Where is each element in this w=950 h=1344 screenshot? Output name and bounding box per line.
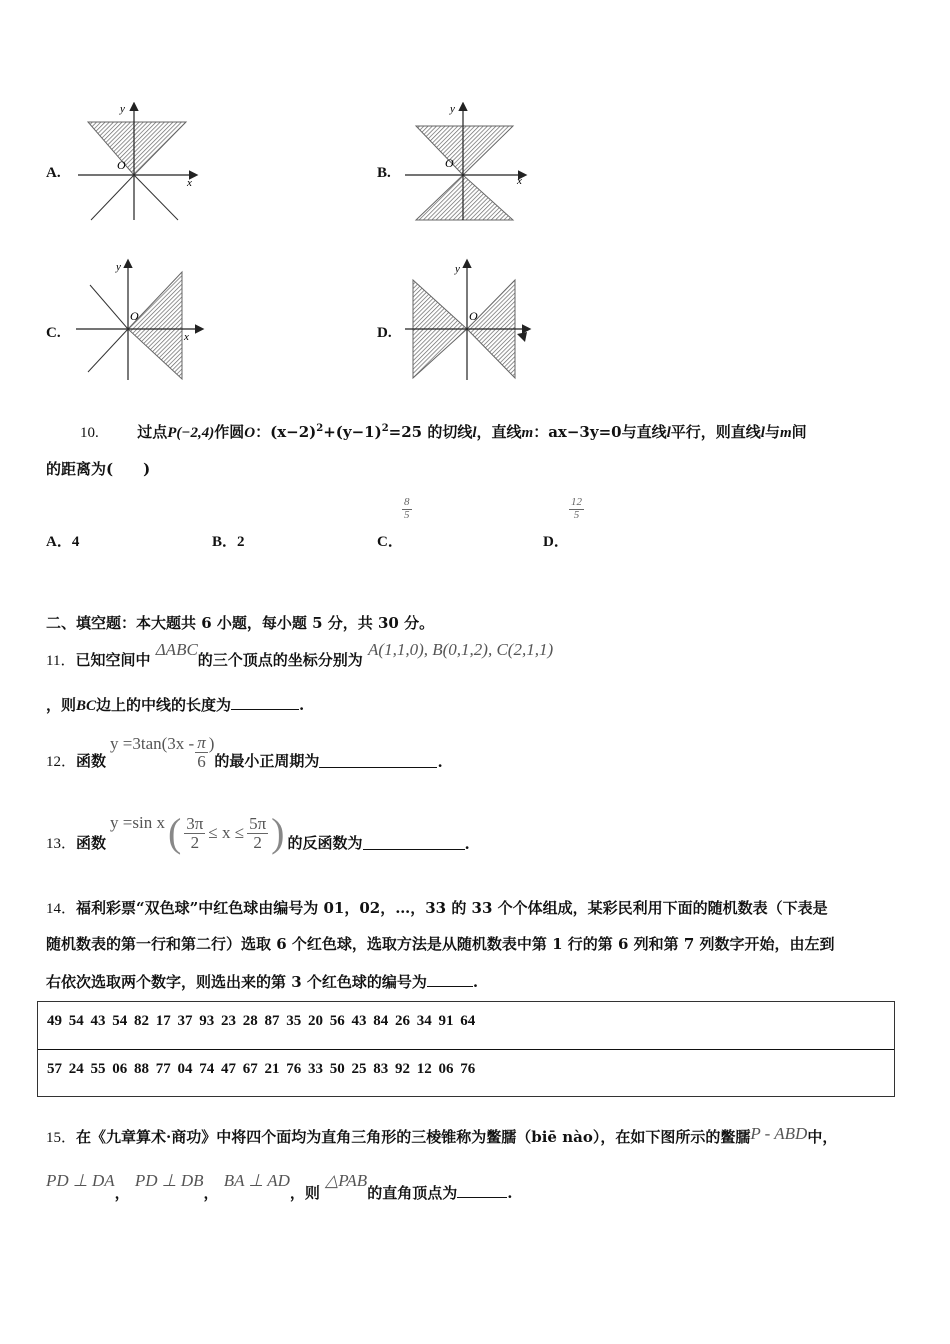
svg-text:y: y [450,103,455,115]
q11-triangle: ΔABC [155,640,198,659]
q10-option-b[interactable]: B．2 [212,534,245,550]
q15-line2: PD ⊥ DA， PD ⊥ DB， BA ⊥ AD，则 △PAB的直角顶点为 . [46,1171,513,1202]
graph-d [405,258,535,383]
q10-line2: 的距离为( ) [46,460,151,478]
section-heading-fill-in: 二、填空题：本大题共 6 小题，每小题 5 分，共 30 分。 [46,614,435,632]
random-number-table [37,1001,895,1097]
x-label: x [187,177,192,189]
q15-line1: 15．在《九章算术·商功》中将四个面均为直角三角形的三棱锥称为鳖臑（biē nào），在如下图所示的鳖臑P - ABD中， [46,1124,838,1146]
y-label: y [120,103,125,115]
svg-text:x: x [517,175,522,187]
svg-text:O: O [130,309,139,323]
table-row: 57 24 55 06 88 77 04 74 47 67 21 76 33 50 25 83 92 12 06 76 [38,1049,894,1096]
q13-answer-blank[interactable] [363,835,465,850]
q14-line1: 14．福利彩票“双色球”中红色球由编号为 01，02，…，33 的 33 个个体组成，某彩民利用下面的随机数表（下表是 [46,899,828,917]
table-row: 49 54 43 54 82 17 37 93 23 28 87 35 20 56 43 84 26 34 91 64 [47,1013,476,1029]
q15-cond3: BA ⊥ AD [223,1171,290,1190]
q10-number: 10. [80,425,99,441]
q14-line3: 右依次选取两个数字，则选出来的第 3 个红色球的编号为 . [46,973,479,991]
svg-text:O: O [445,156,454,170]
option-c-label: C. [46,325,61,341]
q13-line: 13． 函数 y =sin x ( $\frac{3\pi}{2}$ ≤ x ≤ $\frac{5\pi}{2}$ ) 的反函数为 . [46,810,470,855]
svg-text:x: x [184,331,189,343]
graph-b [405,102,535,222]
q15-cond2: PD ⊥ DB [134,1171,204,1190]
q15-cond1: PD ⊥ DA [46,1171,115,1190]
option-b-label: B. [377,165,391,181]
graph-c [76,258,211,383]
svg-text:y: y [455,263,460,275]
q11-line2: ，则BC边上的中线的长度为 . [46,696,305,714]
q11-answer-blank[interactable] [231,695,299,710]
q10-option-a[interactable]: A．4 [46,534,80,550]
q10-option-d-fraction: $\frac{12}{5}$ [571,496,582,521]
option-d-label: D. [377,325,392,341]
q14-line2: 随机数表的第一行和第二行）选取 6 个红色球，选取方法是从随机数表中第 1 行的第 6 列和第 7 列数字开始，由左到 [46,935,835,953]
q11-coords: A(1,1,0), B(0,1,2), C(2,1,1) [368,640,554,659]
q15-answer-blank[interactable] [457,1183,507,1198]
graph-a [78,102,208,222]
svg-text:O: O [469,309,478,323]
q12-answer-blank[interactable] [319,753,437,768]
q10-line1: 10. 过点P(−2,4)作圆O：$(x-2)^2+(y-1)^2=25$ 的切线l，直线m：ax−3y=0与直线l平行，则直线l与m间 [80,423,807,441]
q11-line1: 11．已知空间中 ΔABC的三个顶点的坐标分别为 A(1,1,0), B(0,1,2), C(2,1,1) [46,640,554,669]
q10-option-d[interactable]: D． [543,534,569,550]
q10-option-c-fraction: $\frac{8}{5}$ [404,496,410,521]
q10-option-c[interactable]: C． [377,534,403,550]
q12-line: 12． 函数 y =3tan(3x - $\frac{\pi}{6}$ ) 的最小正周期为 . [46,733,443,771]
q15-pyramid: P - ABD [750,1124,808,1143]
q14-answer-blank[interactable] [427,972,473,987]
option-a-label: A. [46,165,61,181]
origin-label: O [117,158,126,172]
svg-text:y: y [116,261,121,273]
q15-triangle: △PAB [325,1171,368,1190]
